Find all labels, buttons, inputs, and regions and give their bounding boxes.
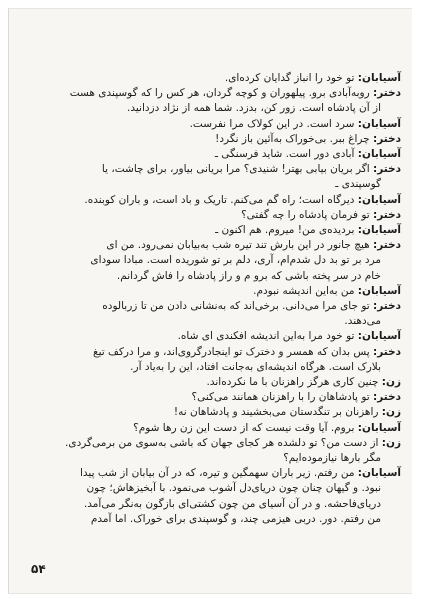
dialogue-line xyxy=(23,208,401,223)
dialogue-line xyxy=(23,481,401,496)
speaker-name: دختر: xyxy=(373,239,401,252)
dialogue-line xyxy=(23,512,401,527)
dialogue-line xyxy=(23,436,401,451)
dialogue-line xyxy=(23,405,401,420)
speaker-name: آسیابان: xyxy=(357,224,401,237)
dialogue-line xyxy=(23,147,401,162)
line-text: راهزنان بر تنگدستان می‌بخشیند و پادشاهان نه! xyxy=(173,406,382,419)
speaker-name: دختر: xyxy=(373,163,401,176)
dialogue-line xyxy=(23,314,401,329)
line-text: از دست من؟ تو دلشده هر کجای جهان که باشی به‌سوی من برمی‌گردی. xyxy=(65,436,382,449)
speaker-name: آسیابان: xyxy=(357,193,401,206)
speaker-name: زن: xyxy=(381,376,401,389)
line-text: من رفتم. زیر باران سهمگین و تیره، که در آن بیابان از شب پیدا xyxy=(80,467,358,480)
line-text: از آن پادشاه است. زور کن، بدزد. شما همه از نژاد دزدانید. xyxy=(127,102,381,115)
line-text: من رفتم. دور. دربی هیزمی چند، و گوسپندی برای خوراک. اما آمدم xyxy=(90,512,381,525)
dialogue-line xyxy=(23,329,401,344)
book-page xyxy=(8,8,412,594)
speaker-name: آسیابان: xyxy=(357,148,401,161)
dialogue-line xyxy=(23,71,401,86)
speaker-name: زن: xyxy=(381,406,401,419)
line-text: نبود. و گیهان چنان چون دریای‌دل آشوب می‌نمود. با آبخیزهاش؛ چون xyxy=(86,482,381,495)
dialogue-line xyxy=(23,117,401,132)
line-text: پس بدان که همسر و دخترک تو اینجادرگروی‌اند، و مرا درکف تیغ xyxy=(93,345,374,358)
line-text: اگر بریان بیابی بهتر! شنیدی؟ مرا بریانی بیاور، برای چاشت، یا xyxy=(101,163,374,176)
dialogue-text xyxy=(23,71,401,527)
dialogue-line xyxy=(23,132,401,147)
speaker-name: دختر: xyxy=(373,87,401,100)
line-text: تو فرمان پادشاه را چه گفتی؟ xyxy=(241,208,374,221)
speaker-name: دختر: xyxy=(373,208,401,221)
dialogue-line xyxy=(23,238,401,253)
speaker-name: آسیابان: xyxy=(357,467,401,480)
line-text: دیرگاه است؛ راه گم می‌کنم. تاریک و باد است، و باران کوبنده. xyxy=(84,193,358,206)
dialogue-line xyxy=(23,497,401,512)
line-text: می‌دهند. xyxy=(344,315,381,328)
line-text: مگر بارها نیازموده‌ایم؟ xyxy=(283,452,381,465)
dialogue-line xyxy=(23,345,401,360)
line-text: بلارک است. هرگاه اندیشه‌ای به‌جانت افتاد، این را به‌یاد آر. xyxy=(130,360,381,373)
line-text: تو جای مرا می‌دانی. برخی‌اند که به‌نشانی دادن من تا زربالوده xyxy=(102,300,374,313)
speaker-name: دختر: xyxy=(373,391,401,404)
dialogue-line xyxy=(23,223,401,238)
line-text: من به‌این اندیشه نبودم. xyxy=(253,284,358,297)
dialogue-line xyxy=(23,253,401,268)
speaker-name: آسیابان: xyxy=(357,421,401,434)
dialogue-line xyxy=(23,299,401,314)
dialogue-line xyxy=(23,466,401,481)
line-text: مرد بر تو بد دل شدم‌ام، آری، دلم بر تو شوریده است. مبادا سودای xyxy=(90,254,381,267)
dialogue-line xyxy=(23,162,401,177)
dialogue-line xyxy=(23,177,401,192)
line-text: دریای‌فاحشه. و در آن آسیای من چون کشتی‌ای بازگون به‌نگر می‌آمد. xyxy=(83,497,381,510)
speaker-name: دختر: xyxy=(373,132,401,145)
dialogue-line xyxy=(23,284,401,299)
dialogue-line xyxy=(23,86,401,101)
dialogue-line xyxy=(23,375,401,390)
line-text: تو خود مرا به‌این اندیشه افکندی ای شاه. xyxy=(177,330,358,343)
line-text: آبادی دور است. شاید فرسنگی ـ xyxy=(214,148,358,161)
speaker-name: آسیابان: xyxy=(357,117,401,130)
line-text: چراغ ببر. بی‌خوراک به‌آئین باز نگرد! xyxy=(215,132,374,145)
line-text: بروم. آیا وقت نیست که از دست این زن رها شوم؟ xyxy=(133,421,358,434)
page-number: ۵۴ xyxy=(31,562,46,576)
dialogue-line xyxy=(23,421,401,436)
line-text: هیچ جانور در این بارش تند تیره شب به‌بیابان نمی‌رود. من ای xyxy=(106,239,374,252)
line-text: روبه‌آبادی برو. پیلهوران و کوچه گردان، هر کس را که گوسپندی هست xyxy=(69,87,374,100)
line-text: تو پادشاهان را با راهزنان همانند می‌کنی؟ xyxy=(191,391,374,404)
speaker-name: زن: xyxy=(381,436,401,449)
dialogue-line xyxy=(23,390,401,405)
speaker-name: آسیابان: xyxy=(357,284,401,297)
dialogue-line xyxy=(23,269,401,284)
speaker-name: آسیابان: xyxy=(357,72,401,84)
speaker-name: آسیابان: xyxy=(357,330,401,343)
line-text: تو خود را انباز گدایان کرده‌ای. xyxy=(224,72,358,84)
line-text: خام در سر پخته باشی که برو م و راز پادشاه را فاش گردانم. xyxy=(116,269,381,282)
dialogue-line xyxy=(23,451,401,466)
line-text: چنین کاری هرگز راهزنان با ما نکرده‌اند. xyxy=(206,376,382,389)
dialogue-line xyxy=(23,193,401,208)
dialogue-line xyxy=(23,360,401,375)
dialogue-line xyxy=(23,101,401,116)
speaker-name: دختر: xyxy=(373,345,401,358)
line-text: گوسپندی ـ xyxy=(335,178,381,191)
line-text: سرد است. در این کولاک مرا نفرست. xyxy=(189,117,358,130)
speaker-name: دختر: xyxy=(373,300,401,313)
line-text: بردیده‌ی من! میروم. هم اکنون ـ xyxy=(215,224,358,237)
